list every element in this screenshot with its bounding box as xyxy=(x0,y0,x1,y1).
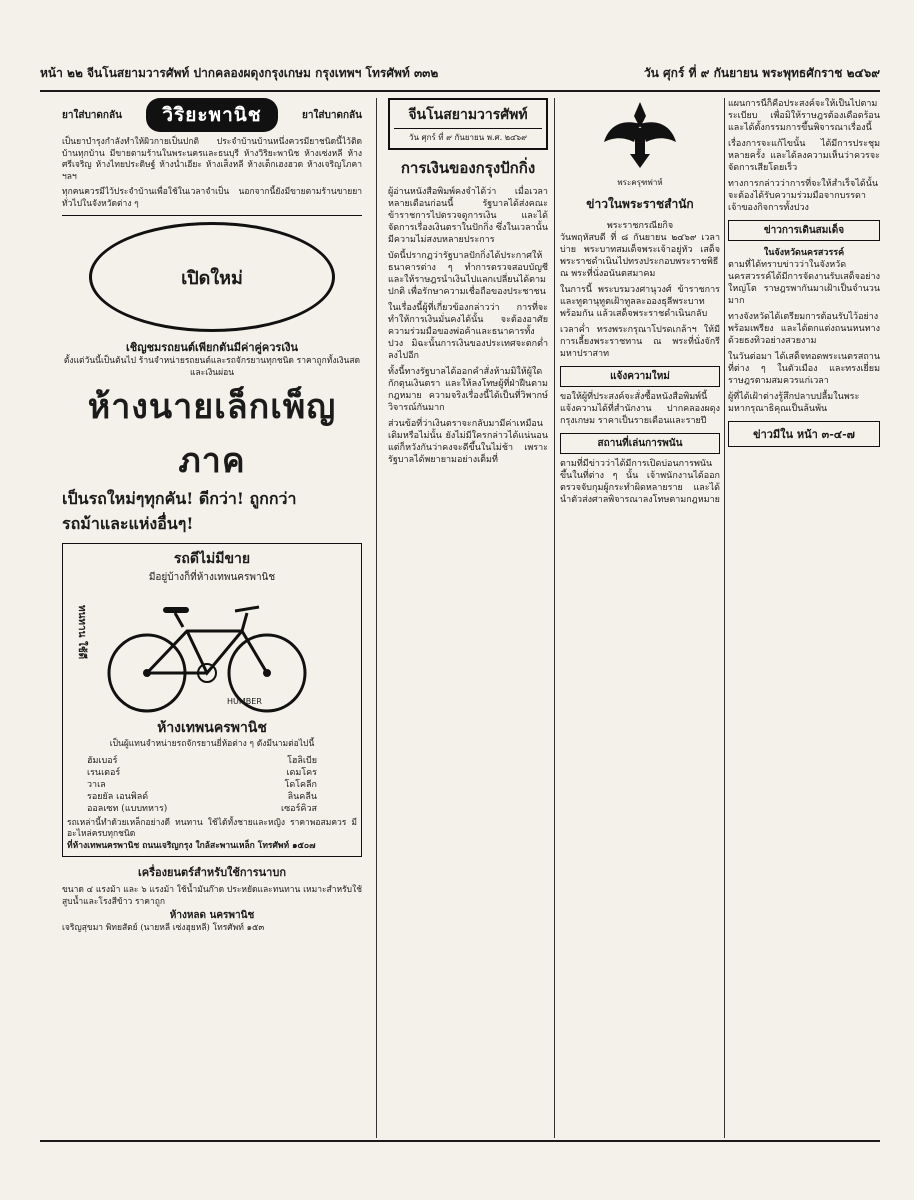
gambling-heading: สถานที่เล่นการพนัน xyxy=(560,433,720,454)
brand: เรนเตอร์ xyxy=(87,767,121,778)
paragraph: แผนการนี้ก็คือประสงค์จะให้เป็นไปตามระเบียบ เพื่อมิให้ราษฎรต้องเดือดร้อน และได้ตั้งกรรมการขึ้นพิจารณาเรื่องนี้ xyxy=(728,99,880,133)
court-news-body xyxy=(560,232,720,360)
footer-rule xyxy=(40,1140,880,1142)
bicycle-icon xyxy=(67,585,357,717)
court-news-sub: พระราชกรณียกิจ xyxy=(606,221,674,231)
ad-subline: เชิญชมรถยนต์เพียกตันมีค่าคู่ควรเงิน xyxy=(125,341,298,354)
notice-heading: แจ้งความใหม่ xyxy=(560,366,720,387)
advertisement-column xyxy=(62,98,362,1138)
ad-banner: วิริยะพานิช xyxy=(146,98,277,132)
paragraph: ในเรื่องนี้ผู้ที่เกี่ยวข้องกล่าวว่า การที่จะทำให้การเงินมั่นคงได้นั้น จะต้องอาศัยความร่วมมือของพ่อค้าและธนาคารทั้งปวง มิฉะนั้นการเงินของประเทศจะตกต่ำลงไปอีก xyxy=(388,303,548,361)
slogan-b: รถม้าและแห่งอื่นๆ! xyxy=(62,514,194,533)
bike-side-text: ทนทาน ใช้ดี xyxy=(76,605,87,660)
masthead xyxy=(388,98,548,150)
paragraph: ทั้งนี้ทางรัฐบาลได้ออกคำสั่งห้ามมิให้ผู้ใดกักตุนเงินตรา และให้ลงโทษผู้ที่ฝ่าฝืนตามกฎหมาย ความจริงเรื่องนี้ได้เป็นที่วิพากษ์วิจารณ์กันมาก xyxy=(388,367,548,413)
article-title: การเงินของกรุงปักกิ่ง xyxy=(400,159,536,177)
paragraph: บัดนี้ปรากฏว่ารัฐบาลปักกิ่งได้ประกาศให้ธนาคารต่าง ๆ ทำการตรวจสอบบัญชี และให้ราษฎรนำเงินไปแลกเปลี่ยนได้ตามปกติ เพื่อรักษาความเชื่อถือของประชาชน xyxy=(388,251,548,297)
paragraph: ทางจังหวัดได้เตรียมการต้อนรับไว้อย่างพร้อมเพรียง และได้ตกแต่งถนนหนทางด้วยธงทิวอย่างสวยงาม xyxy=(728,312,880,346)
brand: เดมโคร xyxy=(286,767,317,778)
engine-ad-body: ขนาด ๔ แรงม้า และ ๖ แรงม้า ใช้น้ำมันก๊าด ประหยัดและทนทาน เหมาะสำหรับใช้สูบน้ำและโรงสีข้าว ราคาถูก xyxy=(62,885,362,907)
garuda-emblem xyxy=(560,98,720,189)
brand: โฮลิเบีย xyxy=(287,755,317,766)
brand: วาเล xyxy=(87,779,106,790)
emblem-label: พระครุฑพ่าห์ xyxy=(617,178,663,187)
brand: เซอร์คิวส xyxy=(281,803,317,814)
brand: ออลเซท (แบบทหาร) xyxy=(87,803,168,814)
bicycle-illustration-area xyxy=(67,585,357,717)
engine-ad-title: เครื่องยนตร์สำหรับใช้การนาบก xyxy=(138,866,286,879)
page-header xyxy=(40,64,880,86)
bike-ad-sub: มีอยู่บ้างก็ที่ห้างเทพนครพานิช xyxy=(148,572,276,583)
bike-brand-list xyxy=(87,755,357,815)
engine-ad-shop: ห้างหลด นครพานิช xyxy=(169,910,255,921)
column-divider xyxy=(376,98,377,1138)
paragraph: ทางการกล่าวว่าการที่จะให้สำเร็จได้นั้น จะต้องได้รับความร่วมมือจากบรรดาเจ้าของกิจการทั้งปวง xyxy=(728,179,879,213)
ad-right-label: ยาใส่บาดกลัน xyxy=(302,109,362,121)
bike-address: ที่ห้างเทพนครพานิช ถนนเจริญกรุง ใกล้สะพานเหล็ก โทรศัพท์ ๑๕๐๗ xyxy=(67,840,316,851)
ad-viriya-note: ทุกคนควรมีไว้ประจำบ้านเพื่อใช้ในเวลาจำเป็น นอกจากนี้ยังมีขายตามร้านขายยาทั่วไปในจังหวัดต่าง ๆ xyxy=(62,187,362,209)
paragraph: เวลาค่ำ ทรงพระกรุณาโปรดเกล้าฯ ให้มีการเลี้ยงพระราชทาน ณ พระที่นั่งจักรีมหาปราสาท xyxy=(560,325,720,359)
ad-divider xyxy=(62,215,362,216)
continued-notice: ข่าวมีใน หน้า ๓-๔-๗ xyxy=(728,421,880,447)
article-body xyxy=(388,186,548,466)
ad-oval xyxy=(89,222,335,332)
paragraph: ตามที่ได้ทราบข่าวว่าในจังหวัดนครสวรรค์ได้มีการจัดงานรับเสด็จอย่างใหญ่โต ราษฎรพากันมาเฝ้าเป็นจำนวนมาก xyxy=(728,260,880,306)
garuda-icon xyxy=(600,98,680,172)
masthead-title: จีนโนสยามวารศัพท์ xyxy=(408,107,528,123)
column-divider xyxy=(554,98,555,1138)
brand: ฮัมเบอร์ xyxy=(87,755,118,766)
header-left: หน้า ๒๒ จีนโนสยามวารศัพท์ ปากคลองผดุงกรุงเกษม กรุงเทพฯ โทรศัพท์ ๓๓๒ xyxy=(40,66,439,80)
royal-visit-sub: ในจังหวัดนครสวรรค์ xyxy=(763,248,845,258)
court-news-title: ข่าวในพระราชสำนัก xyxy=(586,197,694,211)
bike-tail: รถเหล่านี้ทำด้วยเหล็กอย่างดี ทนทาน ใช้ได้ทั้งชายและหญิง ราคาพอสมควร มีอะไหล่ครบทุกชนิด xyxy=(67,817,357,839)
brand: ลินคลีน xyxy=(287,791,317,802)
court-news-column xyxy=(560,98,720,1138)
bike-shop-name: ห้างเทพนครพานิช xyxy=(157,720,267,736)
paragraph: เรื่องการจะแก้ไขนั้น ได้มีการประชุมหลายครั้ง และได้ลงความเห็นว่าควรจะจัดการเสียโดยเร็ว xyxy=(728,139,880,173)
paragraph: ผู้อ่านหนังสือพิมพ์คงจำได้ว่า เมื่อเวลาหลายเดือนก่อนนี้ รัฐบาลได้ส่งคณะข้าราชการไปตรวจดูการเงิน และได้จัดการเรื่องเงินตราในปักกิ่ง ซึ่งในเวลานั้นมีความไม่สงบหลายประการ xyxy=(388,187,548,245)
news-column xyxy=(728,98,880,1138)
header-right: วัน ศุกร์ ที่ ๙ กันยายน พระพุทธศักราช ๒๔๖๙ xyxy=(643,66,880,80)
ad-bicycle xyxy=(62,543,362,857)
shop-name-large: ห้างนายเล็กเพ็ญภาค xyxy=(87,387,337,481)
ad-viriya-header xyxy=(62,98,362,132)
masthead-date: วัน ศุกร์ ที่ ๙ กันยายน พ.ศ. ๒๔๖๙ xyxy=(394,128,542,144)
ad-fine-print: ตั้งแต่วันนี้เป็นต้นไป ร้านจำหน่ายรถยนต์และรถจักรยานทุกชนิด ราคาถูกทั้งเงินสดและเงินผ่อน xyxy=(63,356,361,378)
bike-desc: เป็นผู้แทนจำหน่ายรถจักรยานยี่ห้อต่าง ๆ ดังมีนามต่อไปนี้ xyxy=(109,739,315,749)
royal-visit-body xyxy=(728,259,880,415)
slogan-a: เป็นรถใหม่ๆทุกคัน! ดีกว่า! ถูกกว่า xyxy=(62,489,297,508)
paragraph: ผู้ที่ได้เฝ้าต่างรู้สึกปลาบปลื้มในพระมหากรุณาธิคุณเป็นล้นพ้น xyxy=(728,392,860,414)
column-divider xyxy=(724,98,725,1138)
oval-text: เปิดใหม่ xyxy=(181,267,243,289)
header-rule xyxy=(40,90,880,92)
brand: โดโคลีก xyxy=(284,779,317,790)
gambling-body: ตามที่มีข่าวว่าได้มีการเปิดบ่อนการพนันขึ้นในที่ต่าง ๆ นั้น เจ้าพนักงานได้ออกตรวจจับกุมผู้กระทำผิดหลายราย และได้นำตัวส่งศาลพิจารณาลงโทษตามกฎหมาย xyxy=(560,459,720,505)
brand: รอยยัล เอนพิลด์ xyxy=(87,791,149,802)
notice-body: ขอให้ผู้ที่ประสงค์จะสั่งซื้อหนังสือพิมพ์นี้ แจ้งความได้ที่สำนักงาน ปากคลองผดุงกรุงเกษม ราคาเป็นรายเดือนและรายปี xyxy=(560,392,720,426)
paragraph: วันพฤหัสบดี ที่ ๘ กันยายน ๒๔๖๙ เวลาบ่าย พระบาทสมเด็จพระเจ้าอยู่หัว เสด็จพระราชดำเนินไปทรงประกอบพระราชพิธี ณ พระที่นั่งอนันตสมาคม xyxy=(560,233,720,279)
paragraph: ส่วนข้อที่ว่าเงินตราจะกลับมามีค่าเหมือนเดิมหรือไม่นั้น ยังไม่มีใครกล่าวได้แน่นอน แต่ก็หวังกันว่าคงจะดีขึ้นในไม่ช้า เพราะรัฐบาลได้พยายามอย่างเต็มที่ xyxy=(388,419,548,465)
paragraph: ในวันต่อมา ได้เสด็จทอดพระเนตรสถานที่ต่าง ๆ ในตัวเมือง และทรงเยี่ยมราษฎรตามสมควรแก่เวลา xyxy=(728,352,880,386)
royal-visit-heading: ข่าวการเดินสมเด็จ xyxy=(728,220,880,241)
bike-wheel-label: HUMBER xyxy=(227,697,262,706)
ad-left-label: ยาใส่บาดกลัน xyxy=(62,109,122,121)
engine-ad-footer: เจริญสุขมา พิทยสัตย์ (นายหลี เซ่งฮุยหลี) โทรศัพท์ ๑๕๓ xyxy=(62,923,265,933)
ad-viriya-body xyxy=(62,137,362,210)
bike-ad-title: รถดีไม่มีขาย xyxy=(173,551,251,567)
editorial-column xyxy=(388,98,548,1138)
news-body xyxy=(728,98,880,214)
paragraph: ในการนี้ พระบรมวงศานุวงศ์ ข้าราชการ และทูตานุทูตเฝ้าทูลละอองธุลีพระบาทพร้อมกัน แล้วเสด็จพระราชดำเนินกลับ xyxy=(560,285,720,319)
ad-viriya-text: เป็นยาบำรุงกำลังทำให้ผิวกายเป็นปกติ ประจำบ้านบ้านหนึ่งควรมียาชนิดนี้ไว้ติดบ้านทุกบ้าน มีขายตามร้านในพระนครและธนบุรี ห้างวิริยะพานิช ห้างเซ่งหลี ห้างศรีเจริญ ห้างไทยประดิษฐ์ ห้างน่ำเอียะ ห้างเส็งหลี ห้างเต็กเฮงฮวด ห้างเจริญโภคา ฯลฯ xyxy=(62,137,362,182)
